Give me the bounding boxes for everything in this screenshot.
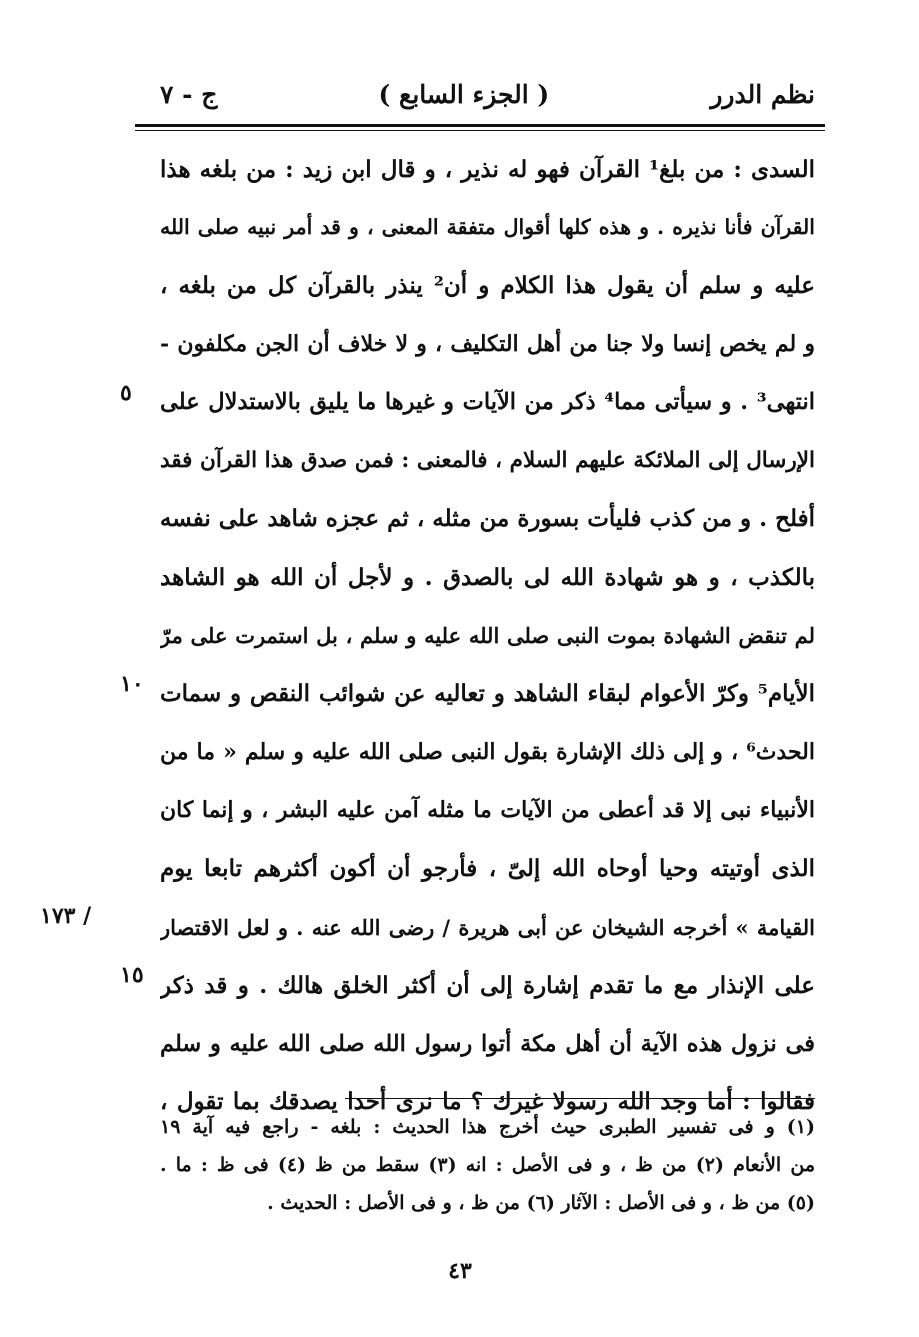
text-line: انتهى³ . و سيأتى مما⁴ ذكر من الآيات و غيرها ما يليق بالاستدلال على: [160, 389, 815, 416]
text-line: بالكذب ، و هو شهادة الله لى بالصدق . و لأجل أن الله هو الشاهد: [160, 563, 815, 591]
part-reference: ج - ٧: [160, 79, 218, 109]
text-line: السدى : من بلغ¹ القرآن فهو له نذير ، و قال ابن زيد : من بلغه هذا: [160, 155, 815, 183]
footnote-line: من الأنعام (٢) من ظ ، و فى الأصل : انه (٣) سقط من ظ (٤) فى ظ : ما .: [160, 1154, 815, 1176]
main-text: [160, 140, 815, 1131]
line-number-15: ١٥: [120, 962, 144, 988]
text-line: الحدث⁶ ، و إلى ذلك الإشارة بقول النبى صلى الله عليه و سلم « ما من: [160, 739, 815, 766]
header-rule-thin: [135, 130, 825, 131]
text-line: و لم يخص إنسا ولا جنا من أهل التكليف ، و لا خلاف أن الجن مكلفون -: [160, 331, 815, 358]
footnote-line: (١) و فى تفسير الطبرى حيث أخرج هذا الحديث : بلغه - راجع فيه آية ١٩: [160, 1116, 815, 1138]
part-title: ( الجزء السابع ): [378, 79, 550, 109]
text-line: لم تنقض الشهادة بموت النبى صلى الله عليه و سلم ، بل استمرت على مرّ: [160, 623, 815, 649]
page-number: ٤٣: [448, 1258, 472, 1284]
footnote-line: (٥) من ظ ، و فى الأصل : الآثار (٦) من ظ ، و فى الأصل : الحديث .: [267, 1192, 815, 1214]
running-header: [160, 70, 815, 118]
footnotes: [160, 1108, 815, 1222]
text-line: الأنبياء نبى إلا قد أعطى من الآيات ما مثله آمن عليه البشر ، و إنما كان: [160, 797, 815, 824]
line-number-10: ١٠: [120, 671, 144, 697]
text-line: عليه و سلم أن يقول هذا الكلام و أن² ينذر بالقرآن كل من بلغه ،: [160, 272, 815, 300]
text-line: على الإنذار مع ما تقدم إشارة إلى أن أكثر الخلق هالك . و قد ذكر: [160, 971, 815, 999]
text-line: فى نزول هذه الآية أن أهل مكة أتوا رسول الله صلى الله عليه و سلم: [160, 1030, 815, 1057]
text-line: أفلح . و من كذب فليأت بسورة من مثله ، ثم عجزه شاهد على نفسه: [160, 505, 815, 533]
text-line: الإرسال إلى الملائكة عليهم السلام ، فالمعنى : فمن صدق هذا القرآن فقد: [160, 448, 815, 474]
text-line: الأيام⁵ وكرّ الأعوام لبقاء الشاهد و تعاليه عن شوائب النقص و سمات: [160, 680, 815, 708]
manuscript-page-marker: / ١٧٣: [40, 903, 92, 929]
text-line: القيامة » أخرجه الشيخان عن أبى هريرة / رضى الله عنه . و لعل الاقتصار: [160, 914, 815, 940]
text-line: فقالوا : أما وجد الله رسولا غيرك ؟ ما نرى أحدا يصدقك بما تقول ،: [160, 1088, 815, 1116]
header-rule-thick: [135, 124, 825, 127]
book-title: نظم الدرر: [710, 79, 815, 109]
text-line: القرآن فأنا نذيره . و هذه كلها أقوال متفقة المعنى ، و قد أمر نبيه صلى الله: [160, 215, 815, 240]
text-line: الذى أوتيته وحيا أوحاه الله إلىّ ، فأرجو أن أكون أكثرهم تابعا يوم: [160, 855, 815, 883]
line-number-5: ٥: [120, 380, 132, 406]
footnote-rule: [345, 1098, 815, 1099]
